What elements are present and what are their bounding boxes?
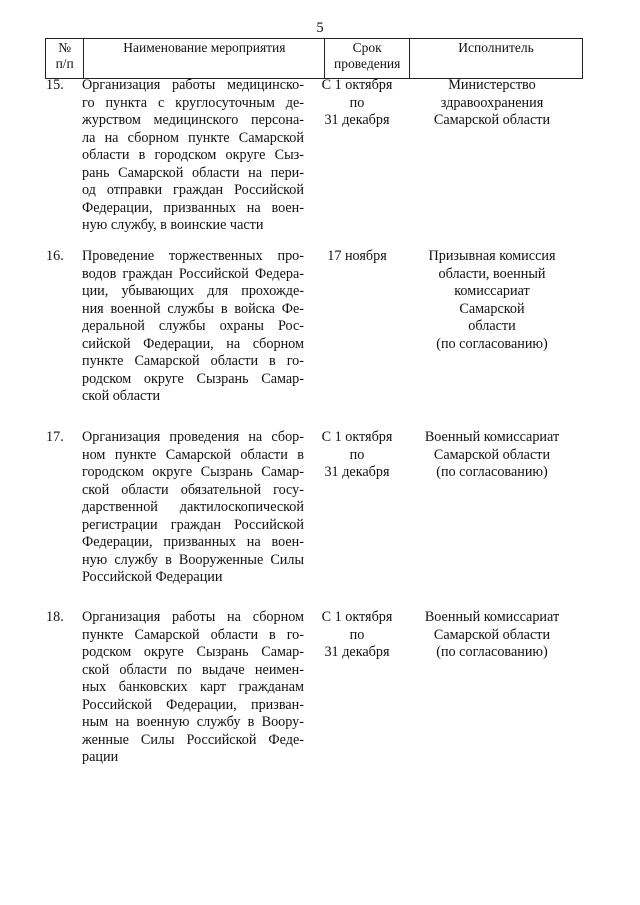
row-executor [414,609,570,662]
table-header [45,38,583,79]
executor-line: комиссариат [454,283,530,299]
header-term-line1: Срок [352,40,382,55]
executor-line: области [468,318,516,334]
text-line: сийской Федерации, на сборном [82,335,304,352]
text-line: журством медицинского персона- [82,112,304,128]
row-term [316,77,398,130]
text-line: дарственной дактилоскопической [82,499,304,515]
executor-line: Самарской [459,300,525,317]
header-executor: Исполнитель [409,39,582,79]
text-line: женные Силы Российской Феде- [82,731,304,748]
text-line: ном пункте Самарской области в [82,446,304,463]
text-line: ла на сборном пункте Самарской [82,129,304,146]
executor-line: Самарской области [433,446,551,463]
term-line: С 1 октября [321,429,393,445]
header-term [325,39,410,79]
row-term [316,609,398,662]
text-line: го пункта с круглосуточным де- [82,94,304,111]
term-line: по [349,446,365,463]
text-line: ным на военную службу в Воору- [82,714,304,730]
row-title [82,609,304,767]
row-term [316,429,398,482]
executor-line: Самарской области [433,112,551,128]
text-line: деральной службы охраны Рос- [82,318,304,334]
header-num-line1: № [58,40,72,55]
text-line: ской области [82,388,161,404]
term-line: 31 декабря [324,464,390,480]
term-line: С 1 октября [321,609,393,625]
text-line: родском округе Сызрань Самар- [82,370,304,387]
text-line: области в городском округе Сыз- [82,147,304,163]
row-number: 16. [46,248,64,264]
text-line: Федерации, призванных на воен- [82,534,304,550]
text-line: Российской Федерации, призван- [82,696,304,713]
term-line: 31 декабря [324,644,390,660]
executor-line: (по согласованию) [436,464,548,480]
text-line: пункте Самарской области в го- [82,626,304,643]
text-line: ции, убывающих для прохожде- [82,283,304,299]
text-line: ния военной службы в войска Фе- [82,300,304,317]
text-line: од отправки граждан Российской [82,182,304,198]
term-line: С 1 октября [321,77,393,93]
header-num-line2: п/п [55,56,74,71]
text-line: водов граждан Российской Федера- [82,265,304,282]
text-line: Организация работы на сборном [82,609,304,625]
text-line: Российской Федерации [82,569,223,585]
text-line: родском округе Сызрань Самар- [82,644,304,660]
row-number: 17. [46,429,64,445]
text-line: ской области обязательной госу- [82,481,304,498]
executor-line: (по согласованию) [436,335,548,352]
row-number: 15. [46,77,64,93]
row-title [82,77,304,235]
executor-line: Военный комиссариат [424,429,560,445]
text-line: рань Самарской области на пери- [82,164,304,181]
term-line: по [349,626,365,643]
text-line: ской области по выдаче неимен- [82,661,304,678]
row-executor [414,429,570,482]
page-number: 5 [316,20,324,36]
executor-line: (по согласованию) [436,644,548,660]
text-line: пункте Самарской области в го- [82,353,304,369]
header-name: Наименование мероприятия [84,39,325,79]
text-line: Проведение торжественных про- [82,248,304,264]
header-term-line2: проведения [334,56,401,71]
term-line: 31 декабря [324,112,390,128]
row-term [316,248,398,266]
executor-line: Самарской области [433,626,551,643]
header-num [46,39,84,79]
term-line: 17 ноября [327,248,387,264]
row-executor [414,77,570,130]
text-line: городском округе Сызрань Самар- [82,464,304,480]
text-line: регистрации граждан Российской [82,516,304,533]
executor-line: Призывная комиссия [428,248,556,264]
text-line: рации [82,749,119,765]
executor-line: области, военный [438,265,546,282]
executor-line: Военный комиссариат [424,609,560,625]
term-line: по [349,94,365,111]
row-title [82,248,304,406]
text-line: Организация работы медицинско- [82,77,304,93]
text-line: ную службу, в воинские части [82,217,264,233]
text-line: Федерации, призванных на воен- [82,199,304,216]
executor-line: здравоохранения [440,94,544,111]
row-title [82,429,304,587]
text-line: Организация проведения на сбор- [82,429,304,445]
text-line: ных банковских карт гражданам [82,679,304,695]
row-number: 18. [46,609,64,625]
executor-line: Министерство [448,77,536,93]
text-line: ную службу в Вооруженные Силы [82,551,304,568]
row-executor [414,248,570,353]
